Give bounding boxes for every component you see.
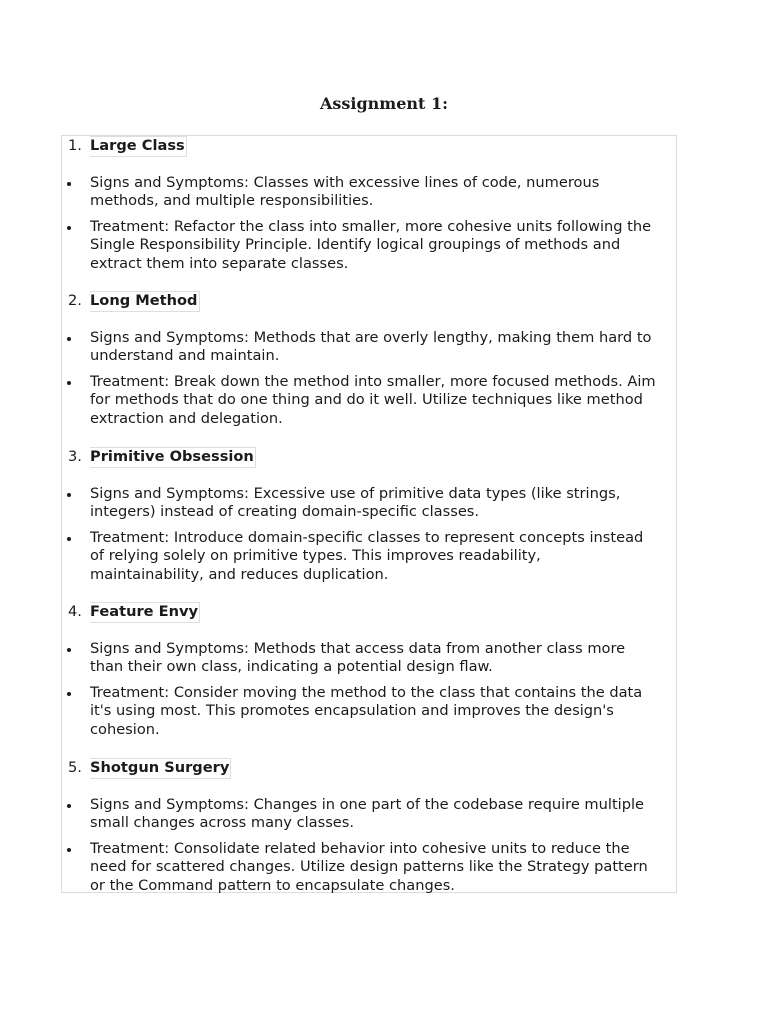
signs-text: Signs and Symptoms: Excessive use of primitive data types (like strings, integers) instead of creating domain-specific classes. bbox=[90, 485, 621, 521]
heading-label: Large Class bbox=[90, 136, 187, 157]
bullet-icon bbox=[67, 493, 71, 497]
bullet-icon bbox=[67, 804, 71, 808]
bullet-icon bbox=[67, 648, 71, 652]
heading-label: Shotgun Surgery bbox=[90, 758, 231, 779]
heading-number: 4. bbox=[68, 603, 82, 620]
bullet-icon bbox=[67, 537, 71, 541]
bullet-icon bbox=[67, 381, 71, 385]
treatment-text: Treatment: Refactor the class into smaller, more cohesive units following the Single Responsibility Principle. Identify logical groupings of methods and extract them into separate classes. bbox=[90, 218, 652, 272]
document-title: Assignment 1: bbox=[319, 94, 449, 113]
heading-label: Primitive Obsession bbox=[90, 447, 256, 468]
heading-number: 3. bbox=[68, 448, 82, 465]
bullet-icon bbox=[67, 692, 71, 696]
bullet-icon bbox=[67, 337, 71, 341]
heading-number: 1. bbox=[68, 137, 82, 154]
heading-number: 5. bbox=[68, 759, 82, 776]
treatment-text: Treatment: Break down the method into smaller, more focused methods. Aim for methods that do one thing and do it well. Utilize techniques like method extraction and delegation. bbox=[90, 373, 656, 427]
content-box bbox=[61, 135, 677, 893]
heading-label: Long Method bbox=[90, 291, 200, 312]
signs-text: Signs and Symptoms: Methods that access data from another class more than their own class, indicating a potential design flaw. bbox=[90, 640, 626, 676]
signs-text: Signs and Symptoms: Changes in one part of the codebase require multiple small changes across many classes. bbox=[90, 796, 645, 832]
bullet-icon bbox=[67, 182, 71, 186]
treatment-text: Treatment: Consolidate related behavior into cohesive units to reduce the need for scattered changes. Utilize design patterns like the Strategy pattern or the Command pattern to encapsulate changes. bbox=[90, 840, 648, 894]
treatment-text: Treatment: Consider moving the method to the class that contains the data it's using most. This promotes encapsulation and improves the design's cohesion. bbox=[90, 684, 643, 738]
heading-label: Feature Envy bbox=[90, 602, 200, 623]
signs-text: Signs and Symptoms: Classes with excessive lines of code, numerous methods, and multiple responsibilities. bbox=[90, 174, 600, 210]
heading-number: 2. bbox=[68, 292, 82, 309]
bullet-icon bbox=[67, 848, 71, 852]
signs-text: Signs and Symptoms: Methods that are overly lengthy, making them hard to understand and maintain. bbox=[90, 329, 652, 365]
treatment-text: Treatment: Introduce domain-specific classes to represent concepts instead of relying solely on primitive types. This improves readability, maintainability, and reduces duplication. bbox=[90, 529, 644, 583]
bullet-icon bbox=[67, 226, 71, 230]
